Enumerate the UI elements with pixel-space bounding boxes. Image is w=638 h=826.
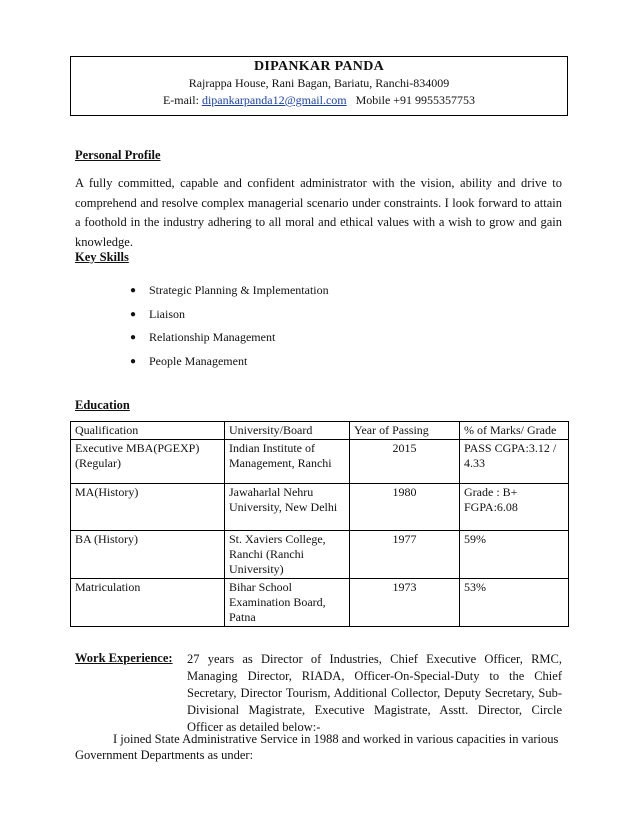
header-box: [70, 56, 568, 116]
cell-university: Indian Institute of Management, Ranchi: [225, 440, 350, 484]
work-experience-heading: Work Experience:: [75, 651, 173, 665]
candidate-name: DIPANKAR PANDA: [253, 59, 385, 74]
key-skills-heading: Key Skills: [75, 250, 129, 264]
cell-university: St. Xaviers College, Ranchi (Ranchi University): [225, 531, 350, 579]
header-university: University/Board: [225, 422, 350, 440]
cell-year: 1977: [350, 531, 460, 579]
table-row: [71, 484, 569, 531]
cell-grade: Grade : B+ FGPA:6.08: [460, 484, 569, 531]
cell-qualification: BA (History): [71, 531, 225, 579]
bullet-icon: ●: [130, 332, 137, 344]
cell-grade: 53%: [460, 579, 569, 627]
personal-profile-heading: Personal Profile: [75, 148, 161, 162]
cell-university: Jawaharlal Nehru University, New Delhi: [225, 484, 350, 531]
cell-year: 1980: [350, 484, 460, 531]
work-experience-text: 27 years as Director of Industries, Chief Executive Officer, RMC, Managing Director, RIADA, Officer-On-Special-Duty to the Chief Secretary, Director Tourism, Additional Collector, Deputy Secretary, Sub-Divisional Magistrate, Executive Magistrate, Asstt. Director, Circle Officer as detailed below:-: [187, 652, 562, 734]
header-qualification: Qualification: [71, 422, 225, 440]
personal-profile-text: A fully committed, capable and confident administrator with the vision, ability and drive to comprehend and resolve complex managerial scenario under constraints. I look forward to attain a foothold in the industry adhering to all moral and ethical values with a wish to grow and gain knowledge.: [75, 176, 562, 249]
list-item: ● Relationship Management: [130, 330, 276, 345]
bullet-icon: ●: [130, 308, 137, 320]
cell-grade: 59%: [460, 531, 569, 579]
email-link[interactable]: dipankarpanda12@gmail.com: [201, 93, 347, 107]
education-table: [70, 421, 569, 627]
cell-year: 2015: [350, 440, 460, 484]
cell-university: Bihar School Examination Board, Patna: [225, 579, 350, 627]
header-year: Year of Passing: [350, 422, 460, 440]
table-header-row: [71, 422, 569, 440]
table-row: [71, 531, 569, 579]
key-skills-list: [130, 283, 329, 378]
table-row: [71, 440, 569, 484]
cell-qualification: MA(History): [71, 484, 225, 531]
cell-year: 1973: [350, 579, 460, 627]
table-row: [71, 579, 569, 627]
list-item: ● Strategic Planning & Implementation: [130, 283, 329, 297]
address: Rajrappa House, Rani Bagan, Bariatu, Ranchi-834009: [188, 76, 450, 90]
bullet-icon: ●: [130, 356, 137, 368]
list-item: ● Liaison: [130, 306, 185, 321]
cell-qualification: Executive MBA(PGEXP) (Regular): [71, 440, 225, 484]
email-label: E-mail:: [162, 93, 199, 107]
header-grade: % of Marks/ Grade: [460, 422, 569, 440]
mobile: Mobile +91 9955357753: [355, 93, 476, 107]
bullet-icon: ●: [130, 285, 137, 296]
joined-statement: I joined State Administrative Service in 1988 and worked in various capacities in various Government Departments as under:: [75, 732, 559, 762]
cell-qualification: Matriculation: [71, 579, 225, 627]
education-heading: Education: [75, 398, 130, 412]
cell-grade: PASS CGPA:3.12 / 4.33: [460, 440, 569, 484]
contact-line: [71, 92, 567, 109]
list-item: ● People Management: [130, 354, 248, 369]
